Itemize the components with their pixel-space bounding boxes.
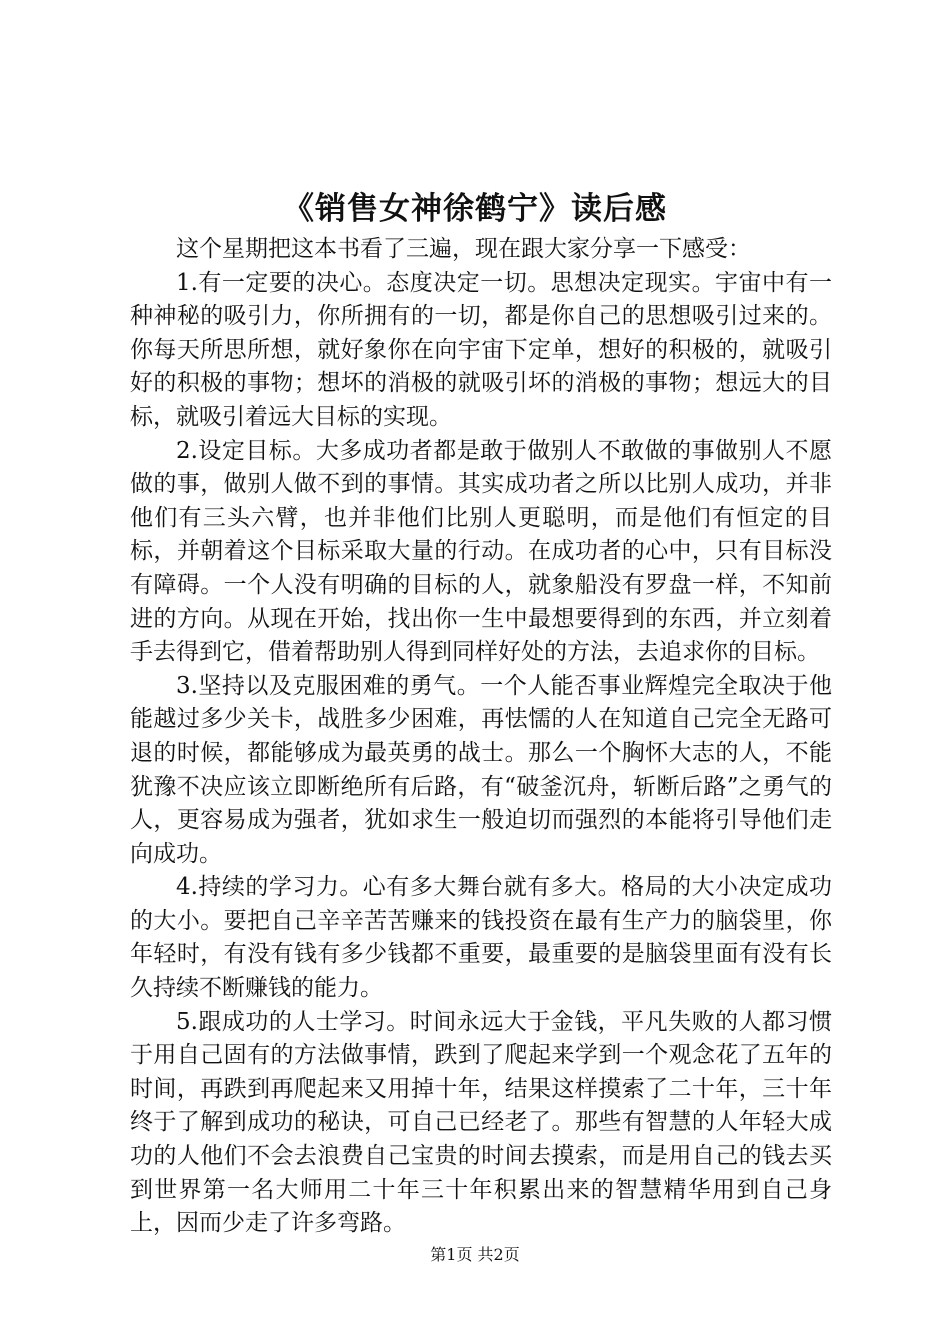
page-number-footer: 第1页 共2页 [430,1245,520,1264]
paragraph-2: 2.设定目标。大多成功者都是敢于做别人不敢做的事做别人不愿做的事，做别人做不到的事情。其实成功者之所以比别人成功，并非他们有三头六臂，也并非他们比别人更聪明，而是他们有恒定的目标，并朝着这个目标采取大量的行动。在成功者的心中，只有目标没有障碍。一个人没有明确的目标的人，就象船没有罗盘一样，不知前进的方向。从现在开始，找出你一生中最想要得到的东西，并立刻着手去得到它，借着帮助别人得到同样好处的方法，去追求你的目标。 [130,437,832,666]
document-body [130,233,832,1241]
paragraph-1: 1.有一定要的决心。态度决定一切。思想决定现实。宇宙中有一种神秘的吸引力，你所拥有的一切，都是你自己的思想吸引过来的。你每天所思所想，就好象你在向宇宙下定单，想好的积极的，就吸引好的积极的事物；想坏的消极的就吸引坏的消极的事物；想远大的目标，就吸引着远大目标的实现。 [130,269,832,430]
intro-paragraph: 这个星期把这本书看了三遍，现在跟大家分享一下感受： [176,236,751,262]
paragraph-4: 4.持续的学习力。心有多大舞台就有多大。格局的大小决定成功的大小。要把自己辛辛苦苦赚来的钱投资在最有生产力的脑袋里，你年轻时，有没有钱有多少钱都不重要，最重要的是脑袋里面有没有长久持续不断赚钱的能力。 [130,874,832,1002]
paragraph-5: 5.跟成功的人士学习。时间永远大于金钱，平凡失败的人都习惯于用自己固有的方法做事情，跌到了爬起来学到一个观念花了五年的时间，再跌到再爬起来又用掉十年，结果这样摸索了二十年，三十年终于了解到成功的秘诀，可自己已经老了。那些有智慧的人年轻大成功的人他们不会去浪费自己宝贵的时间去摸索，而是用自己的钱去买到世界第一名大师用二十年三十年积累出来的智慧精华用到自己身上，因而少走了许多弯路。 [130,1008,832,1237]
page-title: 《销售女神徐鹤宁》读后感 [283,191,667,227]
paragraph-3: 3.坚持以及克服困难的勇气。一个人能否事业辉煌完全取决于他能越过多少关卡，战胜多少困难，再怯懦的人在知道自己完全无路可退的时候，都能够成为最英勇的战士。那么一个胸怀大志的人，不能犹豫不决应该立即断绝所有后路，有“破釜沉舟，斩断后路”之勇气的人，更容易成为强者，犹如求生一般迫切而强烈的本能将引导他们走向成功。 [130,672,832,867]
